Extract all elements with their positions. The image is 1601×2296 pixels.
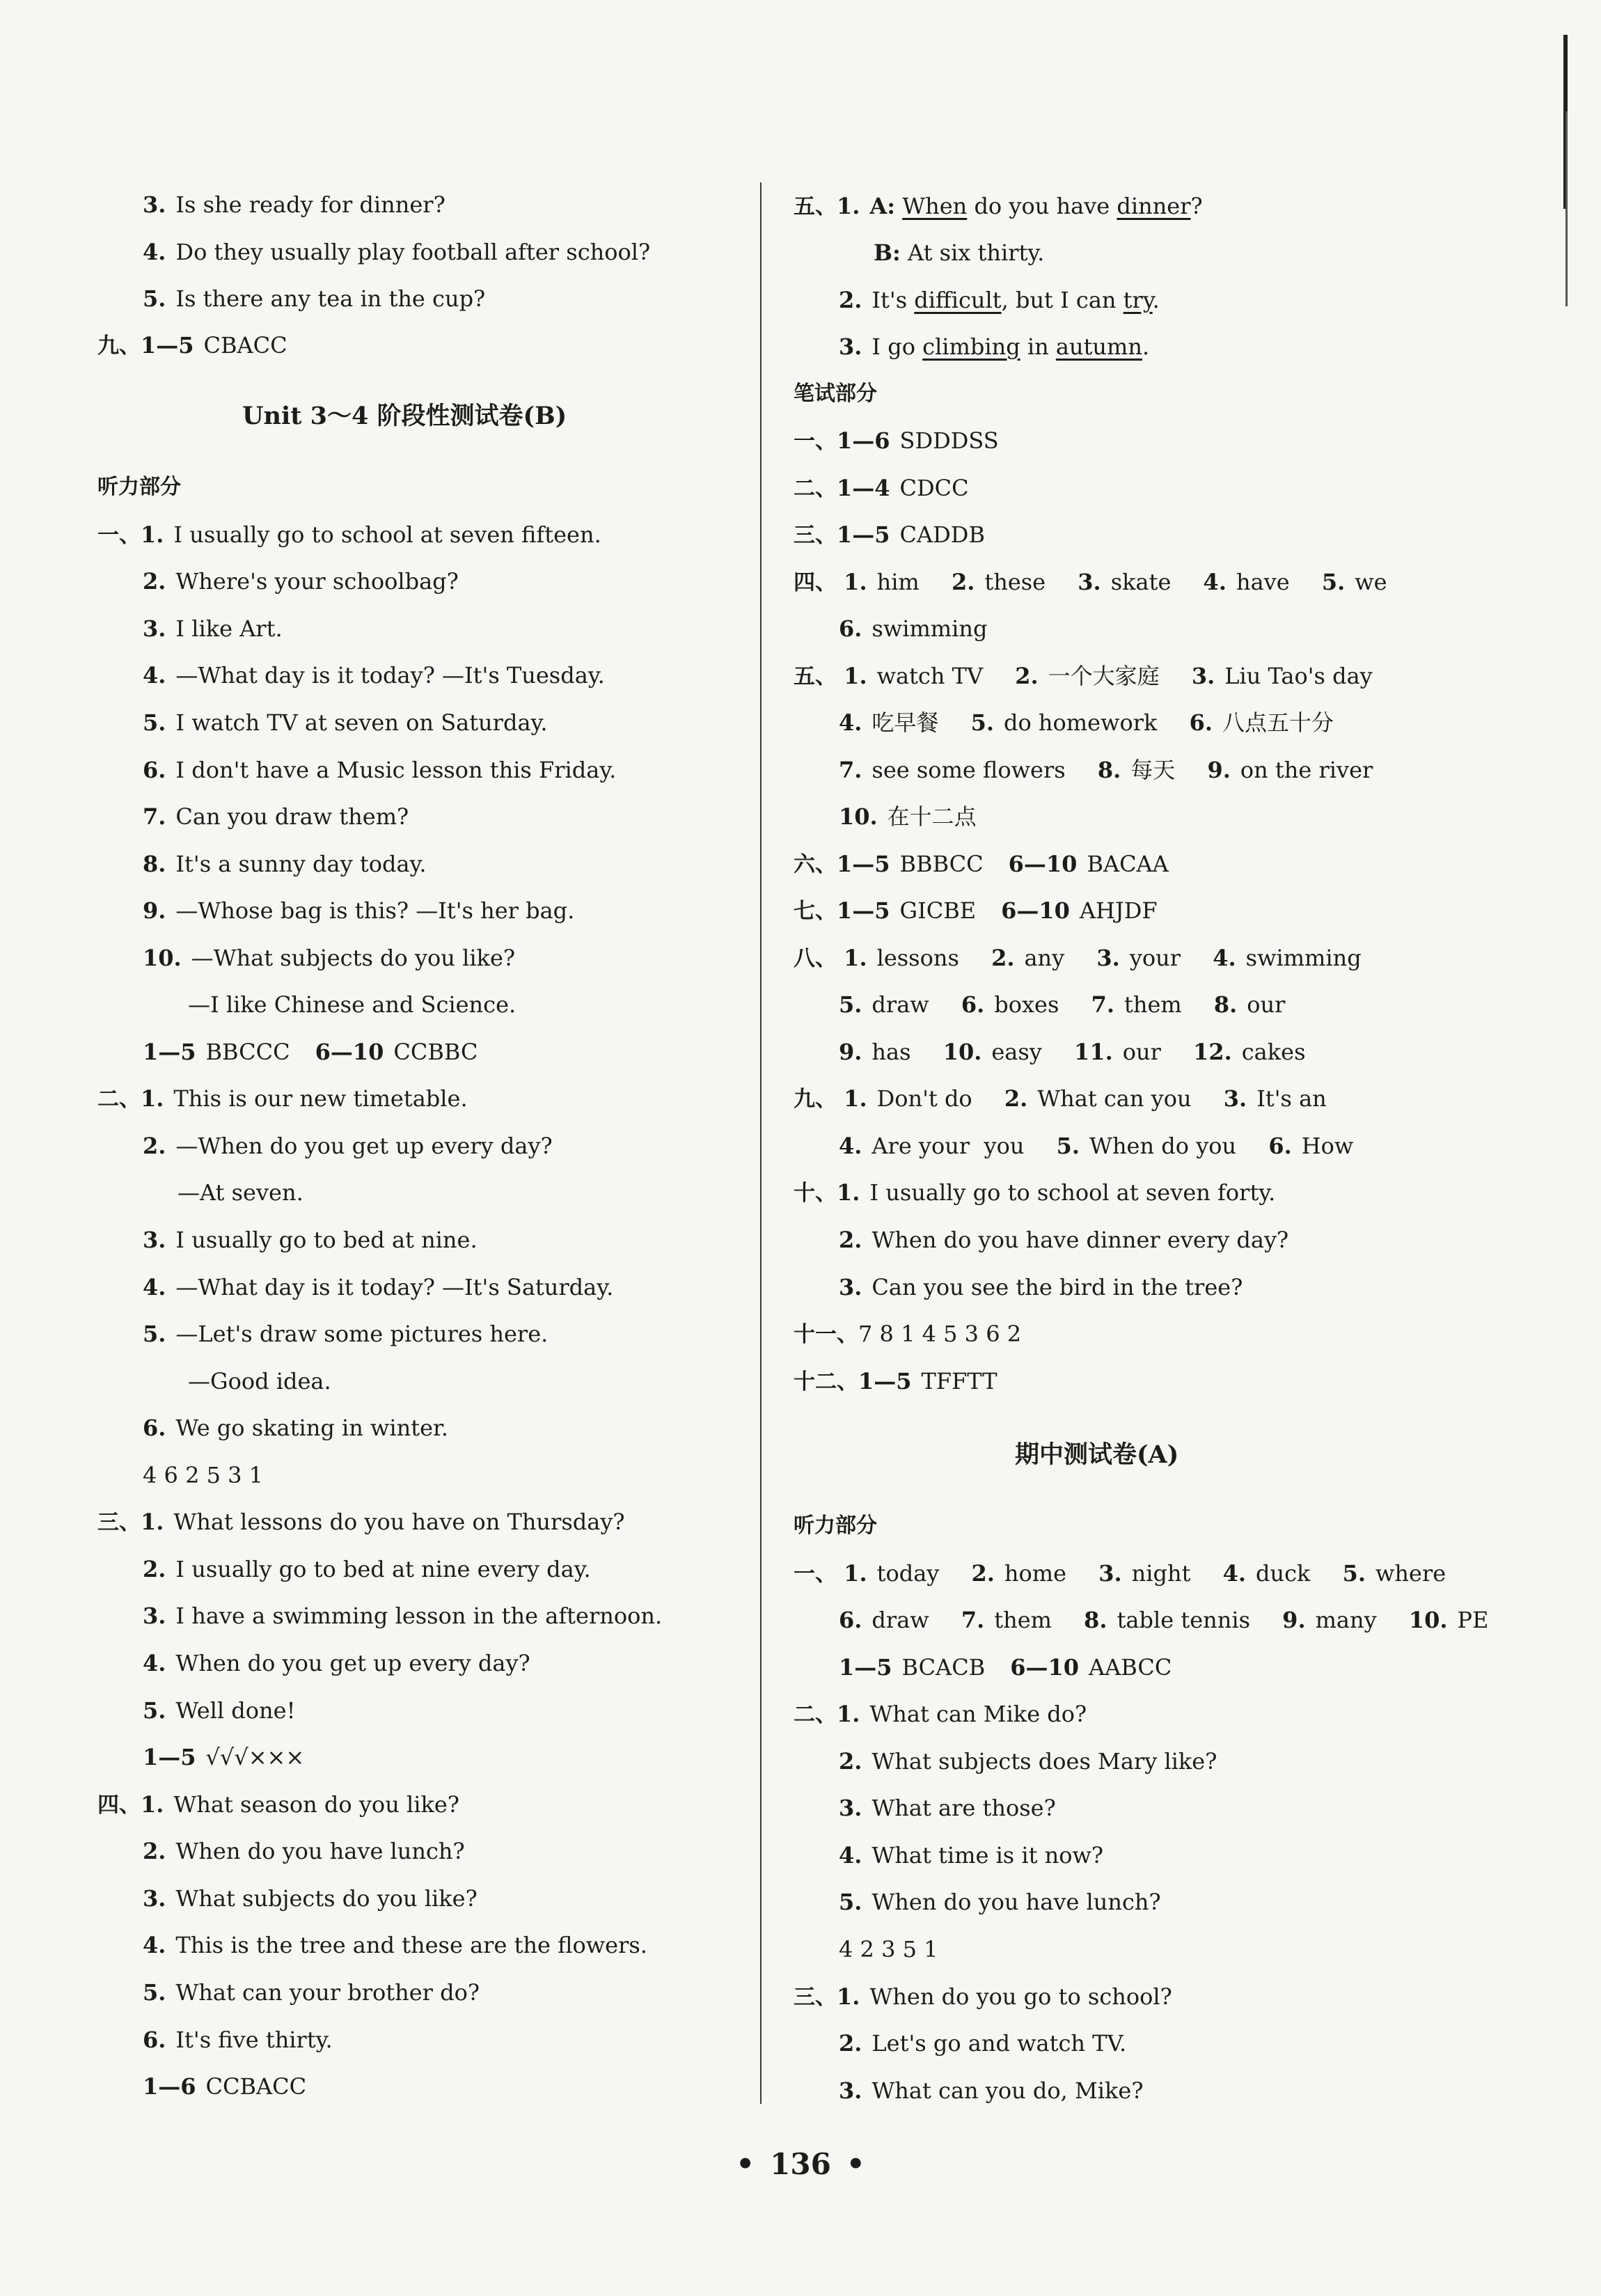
answer-line: 4. —What day is it today? —It's Tuesday. [143, 662, 605, 689]
answer-line: 三、1. When do you go to school? [794, 1983, 1172, 2010]
answer-line: 6. draw 7. them 8. table tennis 9. many 10. PE [839, 1607, 1489, 1633]
answer-line: 1—5 BBCCC 6—10 CCBBC [143, 1039, 478, 1065]
answer-line: 7. see some flowers 8. 每天 9. on the river [839, 757, 1373, 783]
written-subheading: 笔试部分 [794, 382, 877, 406]
answer-line: 七、1—5 GICBE 6—10 AHJDF [794, 897, 1158, 924]
column-divider [760, 182, 762, 2104]
answer-line: 5. Well done! [143, 1697, 296, 1724]
answer-line: 1—5 √√√××× [143, 1744, 305, 1770]
answer-line: 4. —What day is it today? —It's Saturday. [143, 1274, 614, 1300]
answer-line: 10. —What subjects do you like? [143, 945, 516, 971]
answer-line: 1—5 BCACB 6—10 AABCC [839, 1654, 1172, 1681]
page-number: • 136 • [736, 2147, 865, 2181]
answer-line: 3. What are those? [839, 1795, 1056, 1821]
listening-subheading: 听力部分 [794, 1513, 877, 1538]
answer-line: 二、1. What can Mike do? [794, 1701, 1087, 1727]
answer-line: 9. —Whose bag is this? —It's her bag. [143, 897, 575, 924]
answer-line: 1—6 CCBACC [143, 2073, 307, 2100]
answer-line: 2. When do you have lunch? [143, 1838, 465, 1864]
answer-line: 3. Can you see the bird in the tree? [839, 1274, 1243, 1300]
answer-line: 3. I have a swimming lesson in the afternoon. [143, 1603, 663, 1629]
answer-line: 2. I usually go to bed at nine every day. [143, 1556, 591, 1582]
answer-line: 六、1—5 BBBCC 6—10 BACAA [794, 851, 1169, 877]
answer-line: 四、1. What season do you like? [97, 1791, 459, 1818]
answer-line: 8. It's a sunny day today. [143, 851, 427, 877]
answer-line: 十二、1—5 TFFTT [794, 1368, 997, 1394]
answer-line: 2. —When do you get up every day? [143, 1133, 553, 1159]
answer-line: 3. What subjects do you like? [143, 1885, 478, 1912]
answer-line: 7. Can you draw them? [143, 803, 409, 830]
answer-line: 3. I go climbing in autumn. [839, 333, 1150, 360]
answer-line: 一、 1. today 2. home 3. night 4. duck 5. where [794, 1560, 1446, 1587]
answer-line: 3. I usually go to bed at nine. [143, 1227, 478, 1253]
answer-line: —At seven. [178, 1179, 303, 1206]
answer-line: 4. What time is it now? [839, 1842, 1104, 1869]
answer-line: 八、 1. lessons 2. any 3. your 4. swimming [794, 945, 1362, 971]
answer-line: 二、1. This is our new timetable. [97, 1085, 468, 1112]
answer-line: 2. It's difficult, but I can try. [839, 287, 1160, 313]
section-heading: Unit 3～4 阶段性测试卷(B) [242, 402, 567, 430]
answer-line: 5. When do you have lunch? [839, 1889, 1161, 1915]
answer-line: 5. I watch TV at seven on Saturday. [143, 709, 548, 736]
answer-line: 4. Do they usually play football after school? [143, 239, 651, 265]
answer-line: 2. When do you have dinner every day? [839, 1227, 1289, 1253]
answer-line: 6. I don't have a Music lesson this Friday. [143, 757, 617, 783]
answer-line: 一、1. I usually go to school at seven fifteen. [97, 521, 601, 548]
answer-line: 4. Are your you 5. When do you 6. How [839, 1133, 1354, 1159]
answer-line: 3. I like Art. [143, 615, 283, 642]
answer-line: 2. Where's your schoolbag? [143, 568, 459, 595]
answer-line: 5. —Let's draw some pictures here. [143, 1321, 549, 1347]
answer-line: 九、 1. Don't do 2. What can you 3. It's an [794, 1085, 1327, 1112]
answer-line: 5. Is there any tea in the cup? [143, 285, 486, 312]
answer-line: 二、1—4 CDCC [794, 475, 969, 501]
answer-line: 2. What subjects does Mary like? [839, 1748, 1217, 1775]
section-heading: 期中测试卷(A) [1015, 1440, 1179, 1469]
answer-line: 3. Is she ready for dinner? [143, 191, 445, 218]
answer-line: 4. When do you get up every day? [143, 1650, 530, 1676]
answer-line: 五、1. A: When do you have dinner? [794, 193, 1203, 219]
answer-line: —I like Chinese and Science. [188, 991, 516, 1018]
answer-line: 3. What can you do, Mike? [839, 2077, 1144, 2104]
answer-line: 4. This is the tree and these are the flowers. [143, 1932, 647, 1958]
answer-line: 5. What can your brother do? [143, 1979, 480, 2006]
answer-line: 6. It's five thirty. [143, 2027, 333, 2053]
answer-line: 十、1. I usually go to school at seven forty. [794, 1179, 1276, 1206]
answer-line: 九、1—5 CBACC [97, 332, 287, 359]
answer-line: 十一、7 8 1 4 5 3 6 2 [794, 1321, 1022, 1347]
scan-edge-mark-2 [1565, 111, 1568, 306]
answer-line: 五、 1. watch TV 2. 一个大家庭 3. Liu Tao's day [794, 663, 1373, 689]
answer-line: 6. swimming [839, 615, 988, 642]
answer-line: 三、1—5 CADDB [794, 521, 985, 548]
listening-subheading: 听力部分 [97, 475, 181, 499]
answer-line: 10. 在十二点 [839, 803, 977, 830]
answer-line: 4 6 2 5 3 1 [143, 1462, 264, 1488]
answer-line: 6. We go skating in winter. [143, 1415, 448, 1441]
answer-line: 四、 1. him 2. these 3. skate 4. have 5. we [794, 569, 1387, 595]
answer-line: 5. draw 6. boxes 7. them 8. our [839, 991, 1286, 1018]
answer-line: 4. 吃早餐 5. do homework 6. 八点五十分 [839, 709, 1334, 736]
answer-line: 三、1. What lessons do you have on Thursday? [97, 1509, 625, 1535]
answer-line: 一、1—6 SDDDSS [794, 427, 999, 454]
answer-line: 9. has 10. easy 11. our 12. cakes [839, 1039, 1306, 1065]
answer-line: B: At six thirty. [874, 239, 1045, 266]
answer-line: 2. Let's go and watch TV. [839, 2030, 1127, 2057]
answer-line: —Good idea. [188, 1368, 331, 1394]
answer-line: 4 2 3 5 1 [839, 1936, 938, 1963]
